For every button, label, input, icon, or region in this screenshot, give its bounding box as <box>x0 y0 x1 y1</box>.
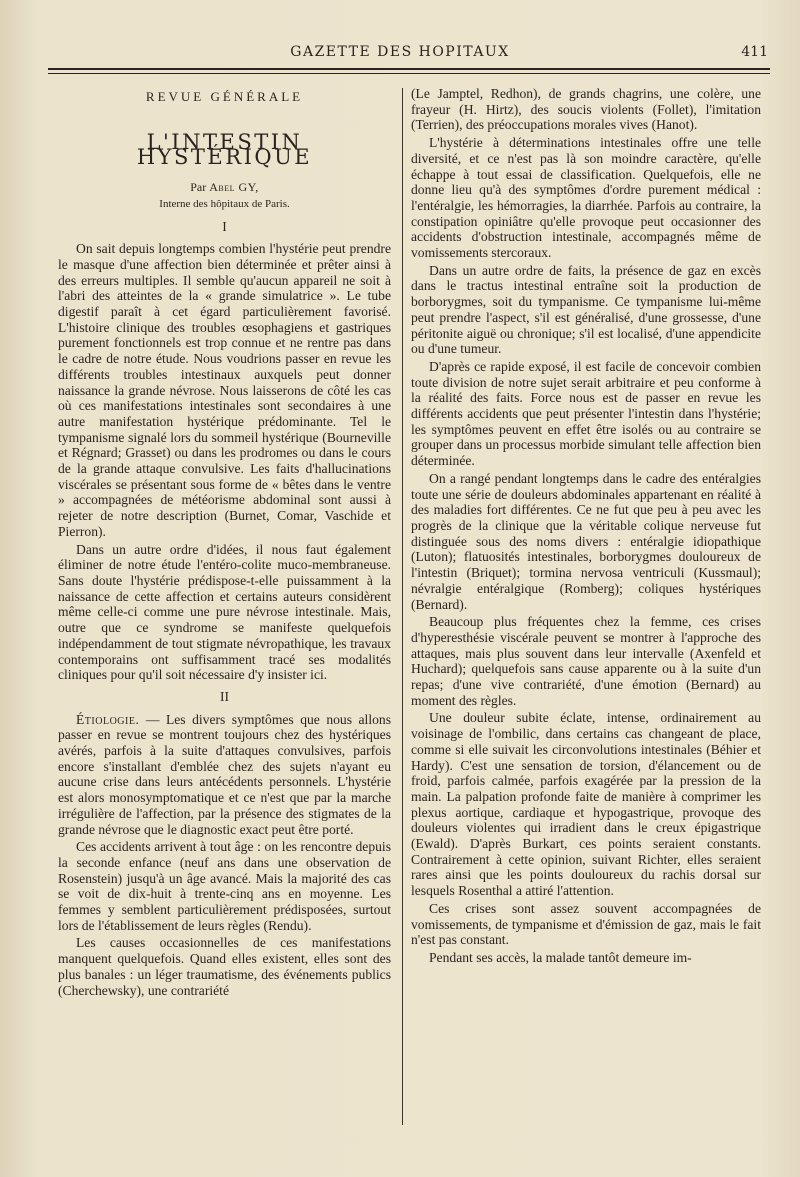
section-number-1: I <box>222 218 227 234</box>
right-column <box>411 86 761 966</box>
column-divider <box>402 88 403 1125</box>
author-name: Abel GY, <box>209 180 259 195</box>
author-affiliation: Interne des hôpitaux de Paris. <box>159 197 290 210</box>
paragraph: Ces accidents arrivent à tout âge : on les rencontre depuis la seconde enfance (neuf ans dans une observation de Rosenstein) jusqu'à un âge avancé. Mais la majorité des cas se voit de dix-huit à trente-cinq ans en moyenne. Les femmes y semblent particulièrement prédisposées, surtout lors de l'établissement de leurs règles (Rendu). <box>58 839 391 933</box>
article-title: L'INTESTIN HYSTÉRIQUE <box>136 129 313 170</box>
paragraph-etiologie <box>58 712 391 838</box>
left-column <box>58 86 391 998</box>
paragraph: Pendant ses accès, la malade tantôt demeure im- <box>429 949 692 965</box>
paragraph: L'hystérie à déterminations intestinales offre une telle diversité, et ce n'est pas là son moindre caractère, qu'elle échappe à tout essai de classification. Quelquefois, elle ne donne lieu qu'à des symptômes d'ordre purement médical : l'entéralgie, les hémorragies, la diarrhée. Parfois au contraire, la constipation opiniâtre qu'elle provoque peut occasionner des accidents d'obstruction intestinale, accompagnés même de vomissements stercoraux. <box>411 135 761 261</box>
paragraph: On a rangé pendant longtemps dans le cadre des entéralgies toute une série de douleurs abdominales appartenant en réalité à des maladies fort différentes. Ce ne fut que peu à peu avec les progrès de la clinique que la véritable colique nerveuse fut distinguée sous des noms divers : entéralgie idiopathique (Luton); flatuosités intestinales, borborygmes douloureux de l'intestin (Briquet); tormina nervosa ventriculi (Kussmaul); névralgie entéralgique (Romberg); coliques hystériques (Bernard). <box>411 470 761 612</box>
section-kicker: REVUE GÉNÉRALE <box>145 89 304 104</box>
run-in-heading: Étiologie. <box>76 711 140 727</box>
paragraph: Une douleur subite éclate, intense, ordinairement au voisinage de l'ombilic, dans certains cas changeant de place, comme si elle suivait les circonvolutions intestinales (Béhier et Hardy). C'est une sensation de torsion, d'élancement ou de froid, parfois calmée, parfois exagérée par la pression de la main. La palpation profonde faite de manière à comprimer les plexus aortique, cardiaque et hypogastrique, provoque des douleurs violentes qui irradient dans le creux épigastrique (Ewald). D'après Burkart, ces points seraient constants. Contrairement à cette opinion, suivant Richter, elles seraient rares ainsi que les points douloureux du rachis dorsal sur lesquels Rosenthal a attiré l'attention. <box>411 710 761 899</box>
paragraph: Beaucoup plus fréquentes chez la femme, ces crises d'hyperesthésie viscérale peuvent se montrer à l'approche des attaques, mais plus souvent dans leur intervalle (Axenfeld et Huchard); quelquefois sans cause apparente ou à la suite d'un repas; d'une vive contrariété, d'une émotion (Bernard) au moment des règles. <box>411 614 761 708</box>
byline-prefix: Par <box>190 180 207 195</box>
header-rule-thin <box>48 73 770 74</box>
page-number: 411 <box>741 44 768 60</box>
paragraph: Ces crises sont assez souvent accompagnées de vomissements, de tympanisme et d'émission de gaz, mais le fait n'est pas constant. <box>411 900 761 948</box>
paragraph: Les causes occasionnelles de ces manifestations manquent quelquefois. Quand elles existent, elles sont des plus banales : un léger traumatisme, des événements publics (Cherchewsky), une contrariété <box>58 935 391 998</box>
paragraph: On sait depuis longtemps combien l'hystérie peut prendre le masque d'une affection bien déterminée et prêter ainsi à des erreurs multiples. Il semble qu'aucun appareil ne soit à l'abri des atteintes de la « grande simulatrice ». Le tube digestif paraît à cet égard particulièrement favorisé. L'histoire clinique des troubles œsophagiens et gastriques purement fonctionnels est trop connue et ne rentre pas dans le cadre de notre étude. Nous voudrions passer en revue les différents troubles intestinaux auxquels peut donner naissance la grande névrose. Nous laisserons de côté les cas où ces manifestations intestinales sont secondaires à une autre manifestation hystérique prédominante. Tel le tympanisme signalé lors du sommeil hystérique (Bourneville et Régnard; Grasset) ou dans les prodromes ou dans le cours de la grande attaque convulsive. Les faits d'hallucinations viscérales se présentant sous forme de « bêtes dans le ventre » accompagnées de météorisme abdominal sont aussi à rejeter de notre description (Burnet, Comar, Vaschide et Pierron). <box>58 241 391 539</box>
paragraph: (Le Jamptel, Redhon), de grands chagrins, une colère, une frayeur (H. Hirtz), des soucis violents (Follet), l'imitation (Terrien), des préoccupations morales vives (Hanot). <box>411 86 761 133</box>
etiologie-text: — Les divers symptômes que nous allons passer en revue se montrent toujours chez des hystériques avérés, parfois à la suite d'attaques convulsives, parfois encore s'installant d'emblée chez des sujets n'ayant eu aucune crise dans leurs antécédents personnels. L'hystérie est alors monosymptomatique et ce n'est que par la marche irrégulière de l'affection, par la présence des stigmates de la grande névrose que le diagnostic exact peut être porté. <box>58 711 391 837</box>
paragraph: Dans un autre ordre d'idées, il nous faut également éliminer de notre étude l'entéro-colite muco-membraneuse. Sans doute l'hystérie prédispose-t-elle puissamment à la naissance de cette affection et certains auteurs considèrent même celle-ci comme une pure névrose intestinale. Mais, outre que ce syndrome se manifeste quelquefois indépendamment de tout stigmate névropathique, les travaux contemporains ont suffisamment tracé ses modalités cliniques pour qu'il soit nécessaire d'y insister ici. <box>58 541 391 683</box>
header-rule-thick <box>48 68 770 70</box>
byline <box>58 180 391 196</box>
page-header <box>20 42 780 64</box>
running-title: GAZETTE DES HOPITAUX <box>290 44 510 60</box>
paragraph: D'après ce rapide exposé, il est facile de concevoir combien toute division de notre sujet serait arbitraire et peu conforme à la réalité des faits. Force nous est de passer en revue les différents accidents que peut présenter l'intestin dans l'hystérie; les symptômes peuvent en effet être isolés ou au contraire se grouper dans un processus morbide simulant telle affection bien déterminée. <box>411 358 761 469</box>
section-number-2: II <box>220 688 229 704</box>
paragraph: Dans un autre ordre de faits, la présence de gaz en excès dans le tractus intestinal entraîne soit la production de borborygmes, soit du tympanisme. Ce tympanisme lui-même peut prendre l'aspect, s'il est généralisé, d'une grossesse, d'une péritonite aiguë ou chronique; s'il est localisé, d'une appendicite ou d'une tumeur. <box>411 262 761 357</box>
